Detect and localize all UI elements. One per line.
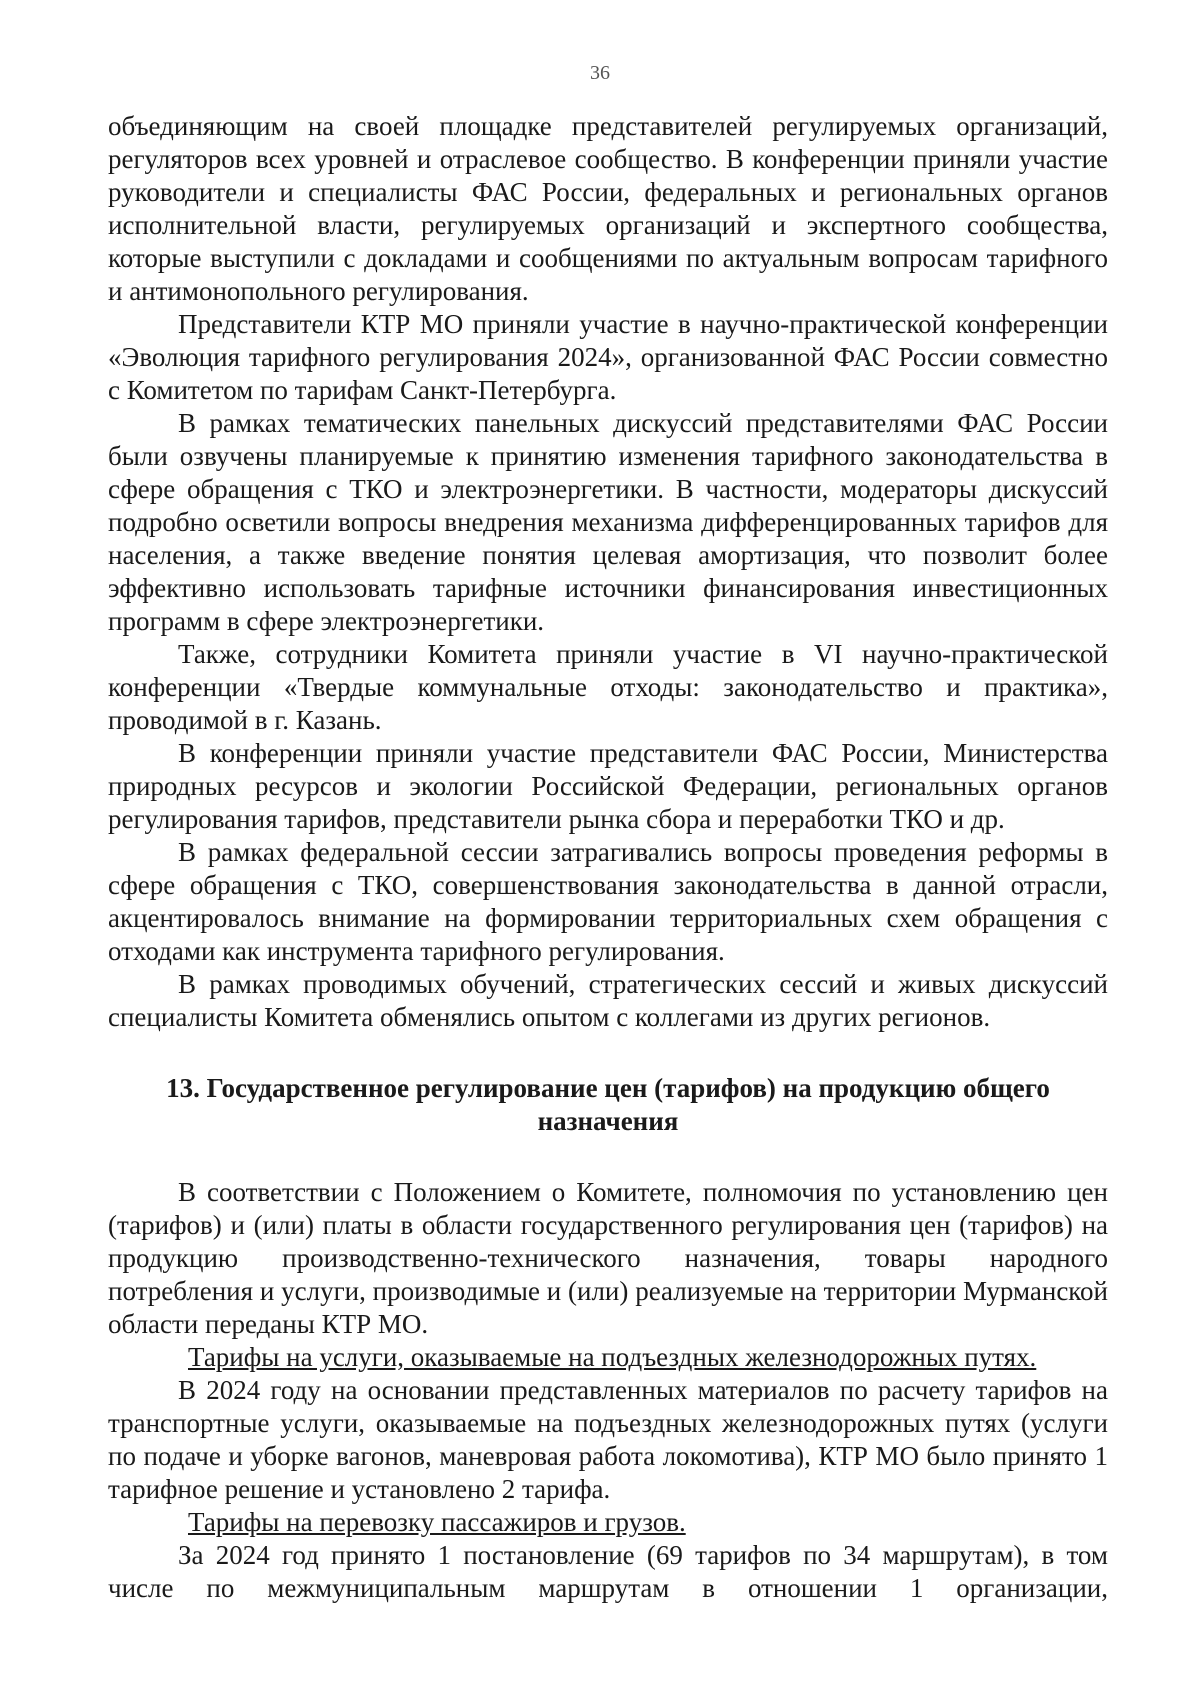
paragraph-federal-session: В рамках федеральной сессии затрагивались вопросы проведения реформы в сфере обращения с ТКО, совершенствования законодательства в данной отрасли, акцентировалось внимание на формировании территориальных схем обращения с отходами как инструмента тарифного регулирования.	[108, 837, 1108, 966]
subsection-title-transport: Тарифы на перевозку пассажиров и грузов.	[188, 1507, 686, 1537]
page-number: 36	[590, 62, 610, 84]
paragraph-conference-summary: объединяющим на своей площадке представителей регулируемых организаций, регуляторов всех уровней и отраслевое сообщество. В конференции приняли участие руководители и специалисты ФАС России, федеральных и региональных органов исполнительной власти, регулируемых организаций и экспертного сообщества, которые выступили с докладами и сообщениями по актуальным вопросам тарифного и антимонопольного регулирования.	[108, 111, 1108, 306]
paragraph-conference-participants: В конференции приняли участие представители ФАС России, Министерства природных ресурсов и экологии Российской Федерации, региональных органов регулирования тарифов, представители рынка сбора и переработки ТКО и др.	[108, 738, 1108, 834]
section-heading: 13. Государственное регулирование цен (тарифов) на продукцию общего назначения	[166, 1073, 1050, 1136]
paragraph-evolution-conference: Представители КТР МО приняли участие в научно-практической конференции «Эволюция тарифного регулирования 2024», организованной ФАС России совместно с Комитетом по тарифам Санкт-Петербурга.	[108, 309, 1108, 405]
paragraph-railway-tariffs: В 2024 году на основании представленных материалов по расчету тарифов на транспортные услуги, оказываемые на подъездных железнодорожных путях (услуги по подаче и уборке вагонов, маневровая работа локомотива), КТР МО было принято 1 тарифное решение и установлено 2 тарифа.	[108, 1375, 1108, 1504]
paragraph-transport-tariffs: За 2024 год принято 1 постановление (69 тарифов по 34 маршрутам), в том числе по межмуниципальным маршрутам в отношении 1 организации,	[108, 1540, 1108, 1603]
paragraph-experience-exchange: В рамках проводимых обучений, стратегических сессий и живых дискуссий специалисты Комитета обменялись опытом с коллегами из других регионов.	[108, 969, 1108, 1032]
subsection-title-railway: Тарифы на услуги, оказываемые на подъездных железнодорожных путях.	[188, 1342, 1037, 1372]
paragraph-section-intro: В соответствии с Положением о Комитете, полномочия по установлению цен (тарифов) и (или) платы в области государственного регулирования цен (тарифов) на продукцию производственно-технического назначения, товары народного потребления и услуги, производимые и (или) реализуемые на территории Мурманской области переданы КТР МО.	[108, 1177, 1108, 1339]
document-page	[108, 52, 1108, 1605]
paragraph-panel-discussions: В рамках тематических панельных дискуссий представителями ФАС России были озвучены планируемые к принятию изменения тарифного законодательства в сфере обращения с ТКО и электроэнергетики. В частности, модераторы дискуссий подробно осветили вопросы внедрения механизма дифференцированных тарифов для населения, а также введение понятия целевая амортизация, что позволит более эффективно использовать тарифные источники финансирования инвестиционных программ в сфере электроэнергетики.	[108, 408, 1108, 636]
paragraph-tko-conference: Также, сотрудники Комитета приняли участие в VI научно-практической конференции «Твердые коммунальные отходы: законодательство и практика», проводимой в г. Казань.	[108, 639, 1108, 735]
